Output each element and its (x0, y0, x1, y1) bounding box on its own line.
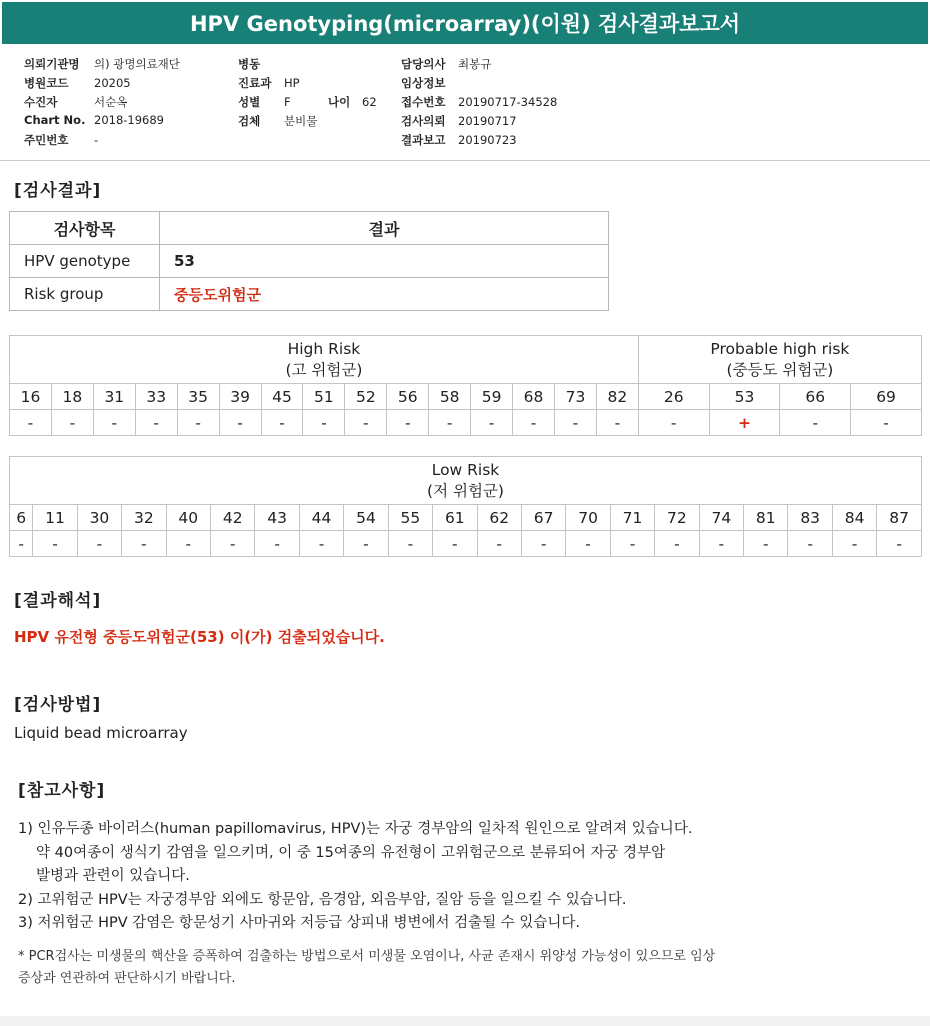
genotype-result-cell: - (832, 531, 876, 557)
genotype-cell: 68 (513, 384, 555, 410)
info-column-3 (401, 56, 557, 151)
section-method-heading: [검사방법] (14, 695, 102, 715)
low-risk-header (10, 457, 922, 505)
result-table (9, 211, 609, 311)
probable-high-risk-subtitle: (중등도 위험군) (726, 360, 834, 379)
info-value: 20190723 (458, 133, 517, 147)
genotype-cell: 62 (477, 505, 521, 531)
info-value: 서순옥 (94, 95, 128, 109)
notes-list (18, 818, 692, 936)
genotype-cell: 42 (210, 505, 254, 531)
genotype-result-cell: - (699, 531, 743, 557)
info-key: 의뢰기관명 (24, 57, 80, 71)
row-result: 중등도위험군 (160, 278, 609, 311)
genotype-result-cell: - (299, 531, 343, 557)
info-column-1 (24, 56, 180, 151)
genotype-result-cell: - (10, 531, 33, 557)
info-value: 2018-19689 (94, 113, 164, 127)
genotype-result-cell: + (709, 410, 780, 436)
genotype-result-cell: - (429, 410, 471, 436)
genotype-cell: 32 (122, 505, 166, 531)
genotype-cell: 84 (832, 505, 876, 531)
genotype-cell: 56 (387, 384, 429, 410)
interpretation-text: HPV 유전형 중등도위험군(53) 이(가) 검출되었습니다. (14, 628, 385, 646)
genotype-cell: 82 (596, 384, 638, 410)
section-results-heading: [검사결과] (14, 181, 102, 201)
genotype-result-cell: - (566, 531, 610, 557)
genotype-cell: 11 (33, 505, 77, 531)
genotype-cell: 58 (429, 384, 471, 410)
genotype-result-cell: - (93, 410, 135, 436)
row-result: 53 (160, 245, 609, 278)
genotype-cell: 61 (433, 505, 477, 531)
info-value: HP (284, 76, 300, 90)
info-key: 검사의뢰 (401, 114, 446, 128)
genotype-result-cell: - (521, 531, 565, 557)
genotype-cell: 83 (788, 505, 832, 531)
low-risk-type-row (10, 505, 922, 531)
info-key: 수진자 (24, 95, 58, 109)
genotype-result-cell: - (788, 531, 832, 557)
genotype-cell: 72 (655, 505, 699, 531)
footnote-line: 증상과 연관하여 판단하시기 바랍니다. (18, 971, 236, 986)
genotype-result-cell: - (433, 531, 477, 557)
genotype-cell: 35 (177, 384, 219, 410)
row-item: Risk group (10, 278, 160, 311)
genotype-result-cell: - (554, 410, 596, 436)
genotype-result-cell: - (388, 531, 432, 557)
genotype-result-cell: - (177, 410, 219, 436)
high-risk-type-row (10, 384, 922, 410)
table-row (10, 278, 609, 311)
footnote-line: * PCR검사는 미생물의 핵산을 증폭하여 검출하는 방법으로서 미생물 오염이나, 사균 존재시 위양성 가능성이 있으므로 임상 (18, 949, 716, 964)
info-key: Chart No. (24, 113, 86, 127)
genotype-cell: 71 (610, 505, 654, 531)
genotype-result-cell: - (477, 531, 521, 557)
info-key: 접수번호 (401, 95, 446, 109)
genotype-cell: 52 (345, 384, 387, 410)
note-line: 약 40여종이 생식기 감염을 일으키며, 이 중 15여종의 유전형이 고위험군으로 분류되어 자궁 경부암 (36, 844, 666, 861)
genotype-result-cell: - (51, 410, 93, 436)
info-key: 결과보고 (401, 133, 446, 147)
high-risk-table (9, 335, 922, 436)
note-line: 발병과 관련이 있습니다. (36, 868, 190, 884)
probable-high-risk-title: Probable high risk (710, 339, 850, 358)
info-value: F (284, 95, 291, 109)
info-value: 20190717-34528 (458, 95, 558, 109)
genotype-result-cell: - (513, 410, 555, 436)
genotype-cell: 74 (699, 505, 743, 531)
low-risk-title: Low Risk (431, 460, 500, 479)
genotype-result-cell: - (255, 531, 299, 557)
info-key: 주민번호 (24, 133, 69, 147)
genotype-cell: 43 (255, 505, 299, 531)
genotype-cell: 39 (219, 384, 261, 410)
high-risk-result-row (10, 410, 922, 436)
info-key: 성별 (238, 95, 261, 109)
row-item: HPV genotype (10, 245, 160, 278)
high-risk-subtitle: (고 위험군) (285, 360, 363, 379)
info-value: 20190717 (458, 114, 517, 128)
section-interpretation-heading: [결과해석] (14, 591, 102, 611)
genotype-cell: 45 (261, 384, 303, 410)
info-key: 담당의사 (401, 57, 446, 71)
genotype-result-cell: - (744, 531, 788, 557)
high-risk-header-row (10, 336, 922, 384)
info-value: 분비물 (284, 114, 318, 128)
info-key: 검체 (238, 114, 261, 128)
genotype-result-cell: - (877, 531, 922, 557)
info-key: 병원코드 (24, 76, 69, 90)
genotype-result-cell: - (610, 531, 654, 557)
genotype-result-cell: - (33, 531, 77, 557)
note-line: 1) 인유두종 바이러스(human papillomavirus, HPV)는 자궁 경부암의 일차적 원인으로 알려져 있습니다. (18, 821, 693, 837)
genotype-cell: 53 (709, 384, 780, 410)
genotype-result-cell: - (219, 410, 261, 436)
high-risk-title: High Risk (287, 339, 361, 358)
note-line: 2) 고위험군 HPV는 자궁경부암 외에도 항문암, 음경암, 외음부암, 질암 등을 일으킬 수 있습니다. (18, 891, 627, 908)
genotype-cell: 6 (10, 505, 33, 531)
genotype-cell: 44 (299, 505, 343, 531)
age-value: 62 (362, 95, 377, 109)
header-result: 결과 (160, 212, 609, 245)
genotype-result-cell: - (596, 410, 638, 436)
genotype-cell: 16 (10, 384, 52, 410)
genotype-cell: 67 (521, 505, 565, 531)
genotype-cell: 30 (77, 505, 121, 531)
genotype-result-cell: - (851, 410, 922, 436)
info-value: 최봉규 (458, 57, 492, 71)
genotype-cell: 54 (344, 505, 388, 531)
genotype-cell: 66 (780, 384, 851, 410)
info-key: 진료과 (238, 76, 272, 90)
genotype-result-cell: - (10, 410, 52, 436)
genotype-result-cell: - (345, 410, 387, 436)
genotype-result-cell: - (638, 410, 709, 436)
genotype-cell: 55 (388, 505, 432, 531)
genotype-result-cell: - (303, 410, 345, 436)
probable-high-risk-header (638, 336, 921, 384)
genotype-result-cell: - (387, 410, 429, 436)
genotype-cell: 26 (638, 384, 709, 410)
info-key: 병동 (238, 57, 261, 71)
section-notes-heading: [참고사항] (18, 781, 106, 801)
genotype-cell: 18 (51, 384, 93, 410)
genotype-result-cell: - (471, 410, 513, 436)
genotype-result-cell: - (261, 410, 303, 436)
age-key: 나이 (328, 95, 351, 109)
genotype-result-cell: - (166, 531, 210, 557)
low-risk-subtitle: (저 위험군) (427, 481, 504, 500)
method-text: Liquid bead microarray (14, 724, 188, 742)
low-risk-result-row (10, 531, 922, 557)
low-risk-header-row (10, 457, 922, 505)
genotype-result-cell: - (77, 531, 121, 557)
genotype-result-cell: - (780, 410, 851, 436)
result-table-header (10, 212, 609, 245)
genotype-cell: 40 (166, 505, 210, 531)
genotype-cell: 33 (135, 384, 177, 410)
genotype-cell: 81 (744, 505, 788, 531)
genotype-cell: 31 (93, 384, 135, 410)
genotype-cell: 70 (566, 505, 610, 531)
table-row (10, 245, 609, 278)
report-title: HPV Genotyping(microarray)(이원) 검사결과보고서 (2, 2, 928, 44)
info-value: - (94, 133, 99, 147)
genotype-cell: 69 (851, 384, 922, 410)
genotype-cell: 87 (877, 505, 922, 531)
header-item: 검사항목 (10, 212, 160, 245)
genotype-result-cell: - (122, 531, 166, 557)
info-key: 임상정보 (401, 76, 446, 90)
genotype-cell: 73 (554, 384, 596, 410)
genotype-result-cell: - (135, 410, 177, 436)
genotype-cell: 51 (303, 384, 345, 410)
info-divider (0, 160, 930, 161)
high-risk-header (10, 336, 639, 384)
note-line: 3) 저위험군 HPV 감염은 항문성기 사마귀와 저등급 상피내 병변에서 검출될 수 있습니다. (18, 915, 580, 931)
info-value: 20205 (94, 76, 131, 90)
info-column-2 (238, 56, 377, 132)
footnote (18, 946, 715, 990)
info-value: 의) 광명의료재단 (94, 57, 180, 71)
genotype-cell: 59 (471, 384, 513, 410)
genotype-result-cell: - (344, 531, 388, 557)
low-risk-table (9, 456, 922, 557)
genotype-result-cell: - (655, 531, 699, 557)
genotype-result-cell: - (210, 531, 254, 557)
